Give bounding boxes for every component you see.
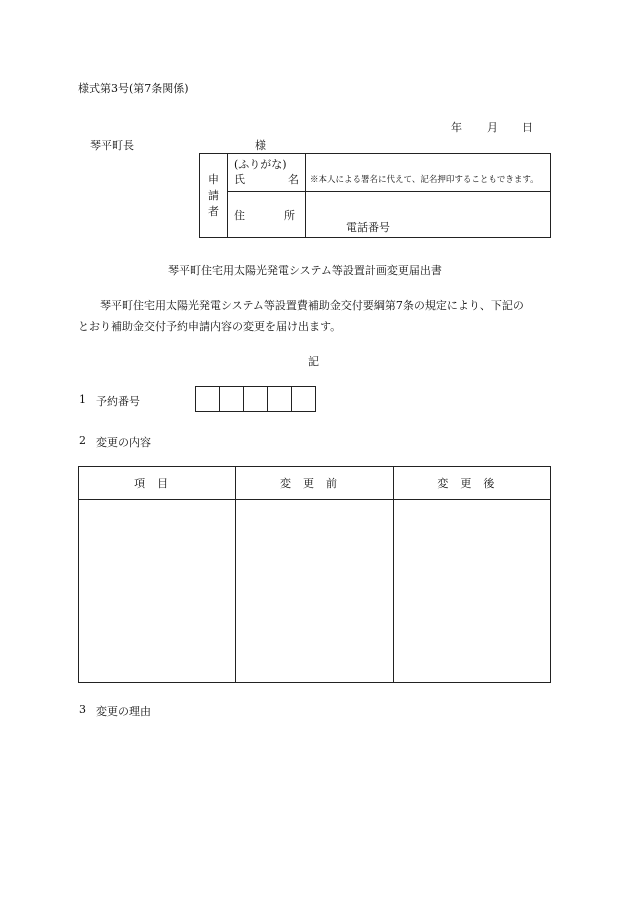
name-field[interactable] xyxy=(306,154,551,192)
applicant-table xyxy=(199,153,551,238)
phone-label: 電話番号 xyxy=(346,221,390,234)
header-before: 変更前 xyxy=(236,467,393,500)
body-text-line2: とおり補助金交付予約申請内容の変更を届け出ます。 xyxy=(78,320,342,333)
digit-box[interactable] xyxy=(267,386,292,412)
section2-label: 変更の内容 xyxy=(96,436,151,449)
section1-number: 1 xyxy=(79,393,86,406)
header-item: 項目 xyxy=(79,467,236,500)
digit-box[interactable] xyxy=(291,386,316,412)
address-label-2: 所 xyxy=(284,208,295,222)
name-label-2: 名 xyxy=(288,173,299,186)
after-cell[interactable] xyxy=(393,500,550,683)
section3-label: 変更の理由 xyxy=(96,705,151,718)
section3-number: 3 xyxy=(79,703,86,716)
digit-box[interactable] xyxy=(219,386,244,412)
ki-heading: 記 xyxy=(308,355,319,368)
body-text-line1: 琴平町住宅用太陽光発電システム等設置費補助金交付要綱第7条の規定により、下記の xyxy=(100,299,524,312)
change-table xyxy=(78,466,551,683)
addressee-honorific: 様 xyxy=(255,139,266,152)
item-cell[interactable] xyxy=(79,500,236,683)
address-field[interactable] xyxy=(306,192,551,238)
document-title: 琴平町住宅用太陽光発電システム等設置計画変更届出書 xyxy=(168,264,442,277)
name-label-cell xyxy=(228,154,306,192)
section2-number: 2 xyxy=(79,434,86,447)
addressee-name: 琴平町長 xyxy=(90,139,134,152)
name-label-1: 氏 xyxy=(234,173,245,186)
seal-note: ※本人による署名に代えて、記名押印することもできます。 xyxy=(310,174,539,185)
header-after: 変更後 xyxy=(393,467,550,500)
form-number: 様式第3号(第7条関係) xyxy=(78,82,189,95)
furigana-label: (ふりがな) xyxy=(234,158,287,171)
section1-label: 予約番号 xyxy=(96,395,140,408)
date-day: 日 xyxy=(522,121,533,134)
date-year: 年 xyxy=(451,121,462,134)
date-month: 月 xyxy=(487,121,498,134)
address-label-cell xyxy=(228,192,306,238)
digit-box[interactable] xyxy=(243,386,268,412)
digit-box[interactable] xyxy=(195,386,220,412)
address-label-1: 住 xyxy=(234,208,245,222)
before-cell[interactable] xyxy=(236,500,393,683)
reservation-number-boxes[interactable] xyxy=(196,386,316,412)
applicant-group-label: 申 請 者 xyxy=(200,154,228,238)
